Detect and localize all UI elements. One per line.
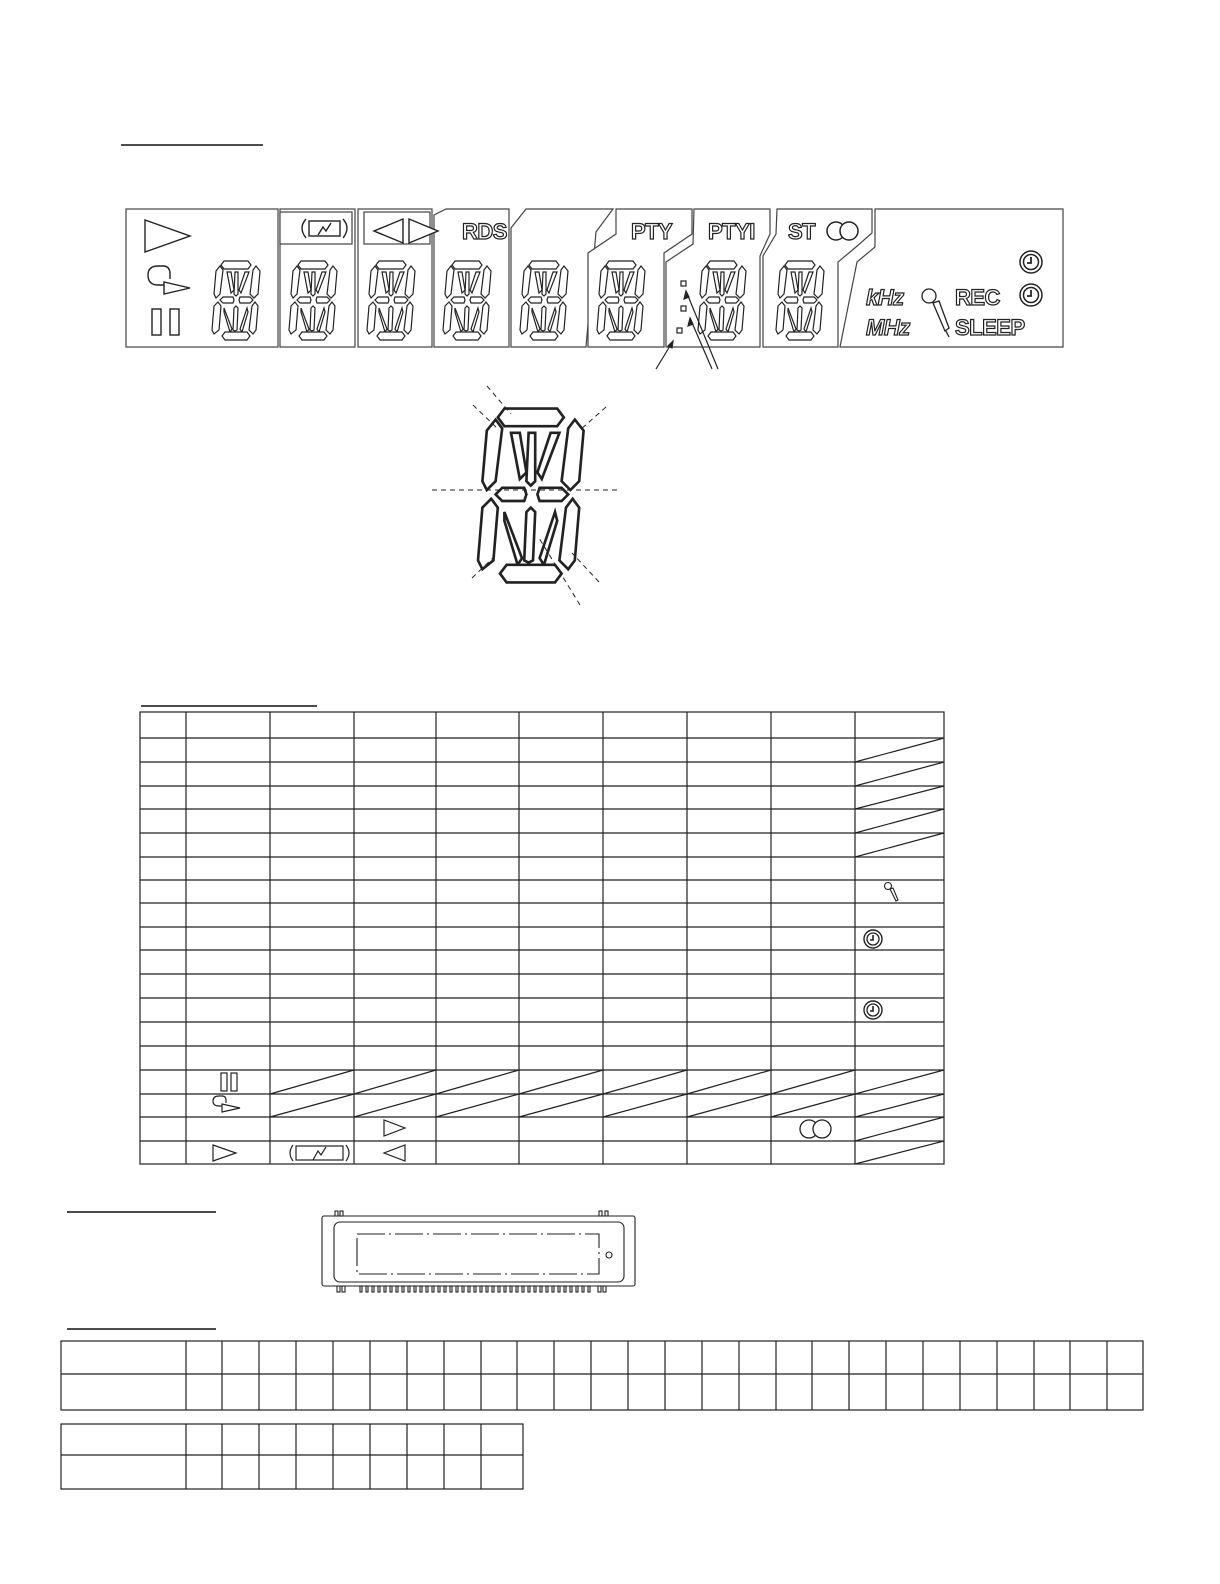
khz-indicator: kHz	[866, 285, 904, 310]
clock-icon	[1020, 251, 1042, 273]
clock-icon	[864, 1001, 882, 1019]
stereo-icon	[800, 1120, 831, 1138]
mhz-indicator: MHz	[866, 315, 910, 340]
stereo-icon	[827, 222, 858, 240]
rec-indicator: REC	[955, 285, 1000, 310]
rds-indicator: RDS	[462, 219, 507, 244]
pin-connection-table-1	[61, 1341, 1143, 1410]
vfd-display-panel	[126, 209, 1063, 369]
anode-connection-table	[140, 712, 944, 1164]
pause-icon	[221, 1073, 237, 1091]
play-icon	[384, 1120, 405, 1136]
clock-icon	[864, 930, 882, 948]
ptyi-indicator: PTYI	[708, 219, 755, 244]
sleep-indicator: SLEEP	[955, 315, 1025, 340]
pty-indicator: PTY	[631, 219, 673, 244]
rds-scroll-icon	[290, 1145, 349, 1161]
play-icon	[213, 1145, 236, 1161]
repeat-icon	[213, 1096, 240, 1112]
st-indicator: ST	[788, 219, 816, 244]
segment-detail-diagram	[432, 386, 619, 605]
pin-connection-table-2	[61, 1424, 523, 1489]
reverse-play-icon	[384, 1145, 405, 1161]
clock-icon	[1020, 284, 1042, 306]
display-outline-drawing	[322, 1211, 635, 1292]
microphone-icon	[885, 883, 899, 902]
rds-scroll-icon	[302, 219, 347, 238]
